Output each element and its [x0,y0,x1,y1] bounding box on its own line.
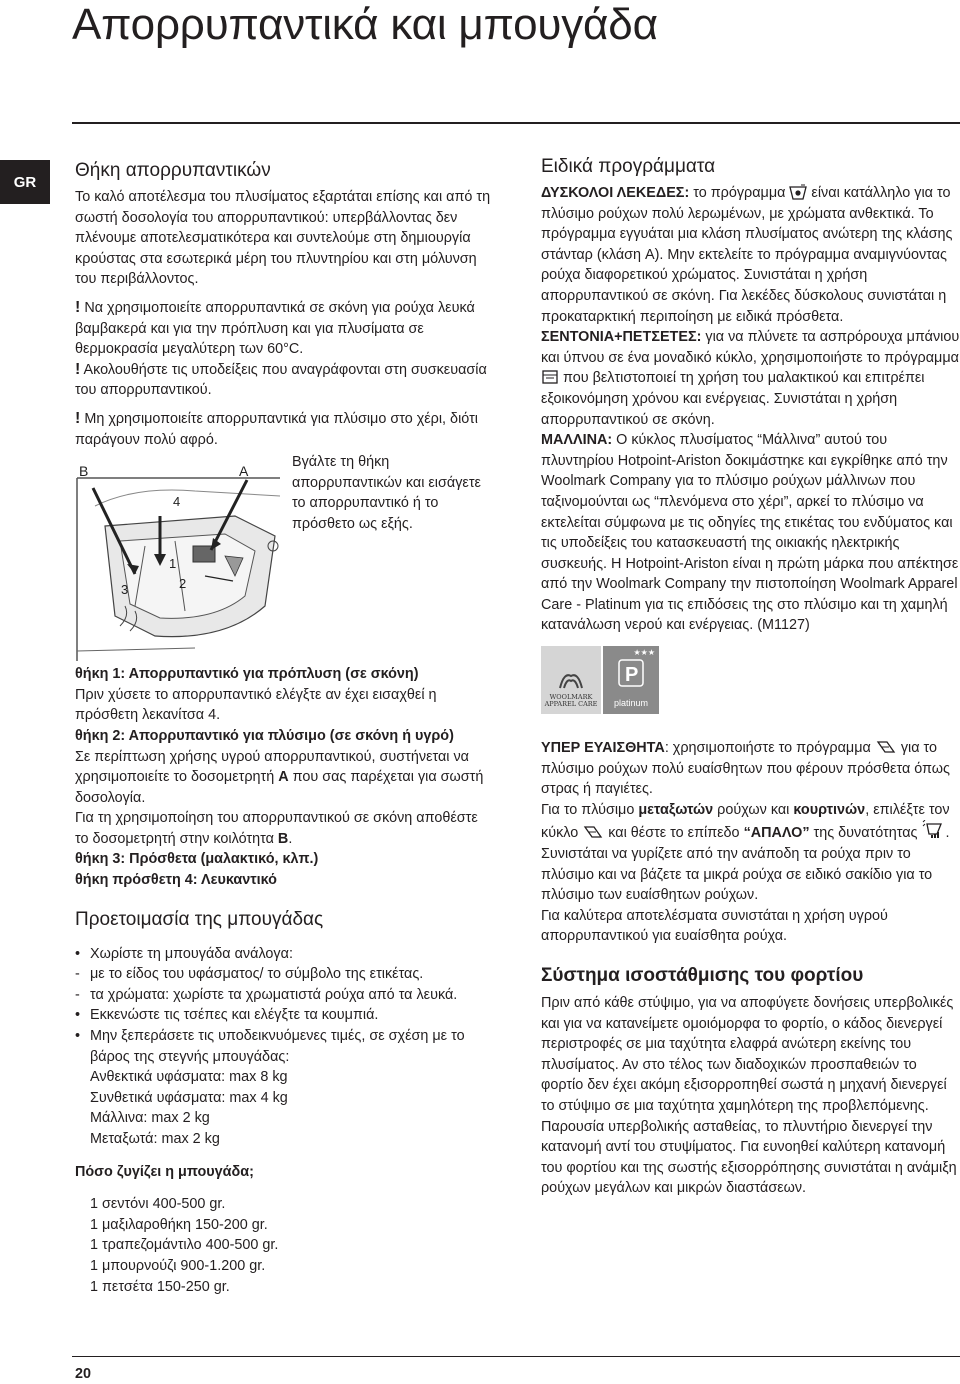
fabric-limit: Μεταξωτά: max 2 kg [90,1131,220,1147]
warning-mark: ! [75,360,81,378]
list-item: • Χωρίστε τη μπουγάδα ανάλογα: [75,945,293,962]
platinum-label: platinum [613,698,649,709]
weight-item: 1 τραπεζομάντιλο 400-500 gr. [90,1237,279,1254]
detergent-drawer-illustration [75,466,285,661]
compartment-1-text: Πριν χύσετε το απορρυπαντικό ελέγξτε αν έχει εισαχθεί η πρόσθετη λεκανίτσα 4. [75,686,437,724]
right-column [541,156,960,1199]
left-column [75,160,495,1297]
label-a: A [239,466,249,480]
footer-rule [72,1356,960,1357]
weight-item: 1 μπουρνούζι 900-1.200 gr. [90,1257,266,1274]
detergent-intro: Το καλό αποτέλεσμα του πλυσίματος εξαρτάται επίσης και από τη σωστή δοσολογία του απορρυπαντικού: υπερβάλλοντας δεν πλένουμε αποτελεσματικότερα και συντελούμε στη δημιουργία κρούστας στα εσωτερικά μέρη του πλυντηρίου και στη μόλυνση του περιβάλλοντος. [75,189,491,288]
label-1: 1 [169,556,177,572]
list-item: • Εκκενώστε τις τσέπες και ελέγξτε τα κουμπιά. [75,1007,379,1024]
list-item: - με το είδος του υφάσματος/ το σύμβολο της ετικέτας. [75,966,424,983]
laundry-prep-heading: Προετοιμασία της μπουγάδας [75,908,324,930]
compartment-4-title: θήκη πρόσθετη 4: Λευκαντικό [75,872,277,889]
woolmark-icon [556,668,586,694]
load-balancing-text: Πριν από κάθε στύψιμο, για να αποφύγετε δονήσεις υπερβολικές και για να κατανείμετε ομοιόμορφα το φορτίο, ο κάδος διενεργεί περιστροφές σε μια ταχύτητα ελαφρά ανώτερη εκείνης του πλυσίματος. Αν στο τέλος των διαδοχικών προσπαθειών το φορτίο δεν έχει ακόμη εξισορροπηθεί σωστά η μηχανή διενεργεί το στύψιμο σε μια ταχύτητα χαμηλότερη της προβλεπόμενης. Παρουσία υπερβολικής ασταθείας, το πλυντήριο διενεργεί την κατανομή αντί του στυψίματος. Για ευνοηθεί καλύτερη κατανομή του φορτίου και της σωστής εξισορρόπησης συνιστάται η ανάμιξη ρούχων μεγάλων και μικρών διαστάσεων. [541,995,957,1197]
compartment-2-title: θήκη 2: Απορρυπαντικό για πλύσιμο (σε σκόνη ή υγρό) [75,727,454,744]
warning-mark: ! [75,298,81,316]
wool-text: ΜΑΛΛΙΝΑ: Ο κύκλος πλυσίματος “Μάλλινα” αυτού του πλυντηρίου Hotpoint-Ariston δοκιμάστηκε και εγκρίθηκε από την Woolmark Company για το πλύσιμο ρούχων μάλλινων που ταξινομούνται ως “πλενόμενα στο χέρι”, αρκεί το πλύσιμο να εκτελείται σύμφωνα με τις οδηγίες της ετικέτας του ενδύματος και τις υποδείξεις του κατασκευαστή της οικιακής ηλεκτρικής συσκευής. Η Hotpoint-Ariston είναι η πρώτη μάρκα που απέκτησε από την Woolmark Company την πιστοποίηση Woolmark Apparel Care - Platinum για τις επιδόσεις της στο πλύσιμο και τη χαμηλή κατανάλωση νερού και ενέργειας. (M1127) [541,432,959,634]
label-3: 3 [121,582,129,598]
compartment-2-text-liquid: Σε περίπτωση χρήσης υγρού απορρυπαντικού, συστήνεται να χρησιμοποιείτε το δοσομετρητή A που σας παρέχεται για σωστή δοσολογία. [75,748,484,806]
label-b: B [79,466,89,480]
page-number: 20 [75,1366,92,1382]
hard-stains-text: ΔΥΣΚΟΛΟΙ ΛΕΚΕΔΕΣ: το πρόγραμμα είναι κατάλληλο για το πλύσιμο ρούχων πολύ λερωμένων, με χρώματα ανθεκτικά. Το πρόγραμμα εγγυάται μια κλάση πλυσίματος ανώτερη της κλάσης στάνταρ (κλάση A). Μην εκτελείτε το πρόγραμμα αναμιγνύοντας ρούχα διαφορετικού χρώματος. Συνιστάται η χρήση απορρυπαντικού σε σκόνη. Για λεκέδες δύσκολους συνιστάται η προκαταρκτική περιποίηση με ειδικά πρόσθετα. [541,185,953,325]
sheets-towels-program-icon [541,369,559,385]
inside-out-text: Συνιστάται να γυρίζετε από την ανάποδη τα ρούχα πριν το πλύσιμο και να βάζετε τα μικρά ρούχα σε ειδικό σακίδιο για το πλύσιμο των ευαίσθητων ρούχων. [541,846,933,904]
delicate-program-icon [875,739,897,755]
fabric-limit: Μάλλινα: max 2 kg [90,1110,210,1127]
detergent-drawer-heading: Θήκη απορρυπαντικών [75,160,271,181]
label-4: 4 [173,494,181,510]
figure-caption: Βγάλτε τη θήκη απορρυπαντικών και εισάγετε το απορρυπαντικό ή το πρόσθετο ως εξής. [292,454,481,532]
load-balancing-heading: Σύστημα ισοστάθμισης του φορτίου [541,965,864,986]
language-tab: GR [0,160,50,204]
weight-item: 1 σεντόνι 400-500 gr. [90,1196,226,1213]
woolmark-platinum-badge [541,646,659,714]
weight-item: 1 μαξιλαροθήκη 150-200 gr. [90,1216,268,1233]
detergent-drawer-figure [75,454,495,664]
warning-powder: ! Να χρησιμοποιείτε απορρυπαντικά σε σκόνη για ρούχα λευκά βαμβακερά και για την πρόπλυση και για πλυσίματα σε θερμοκρασία μεγαλύτερη των 60°C. [75,298,475,358]
warning-mark: ! [75,409,81,427]
compartment-1-title: θήκη 1: Απορρυπαντικό για πρόπλυση (σε σκόνη) [75,666,419,683]
platinum-stars: ★★★ [633,648,655,658]
spin-option-icon [921,820,945,840]
fabric-limit: Ανθεκτικά υφάσματα: max 8 kg [90,1069,288,1086]
label-2: 2 [179,576,187,592]
weight-item: 1 πετσέτα 150-250 gr. [90,1278,230,1295]
list-item: - τα χρώματα: χωρίστε τα χρωματιστά ρούχα από τα λευκά. [75,986,458,1003]
silk-curtains-text: Για το πλύσιμο μεταξωτών ρούχων και κουρτινών, επιλέξτε τον κύκλο και θέστε το επίπεδο “ΑΠΑΛΟ” της δυνατότητας . [541,801,950,842]
weights-heading: Πόσο ζυγίζει η μπουγάδα; [75,1163,254,1180]
fabric-limit: Συνθετικά υφάσματα: max 4 kg [90,1089,288,1106]
delicate-cycle-icon [582,824,604,840]
laundry-prep-list [75,944,495,1068]
compartment-2-text-powder: Για τη χρησιμοποίηση του απορρυπαντικού σε σκόνη αποθέστε το δοσομετρητή στην κοιλότητα B. [75,810,478,847]
sheets-towels-text: ΣΕΝΤΟΝΙΑ+ΠΕΤΣΕΤΕΣ: για να πλύνετε τα ασπρόρουχα μπάνιου και ύπνου σε ένα μοναδικό κύκλο, χρησιμοποιήστε το πρόγραμμα που βελτιστοποιεί τη χρήση του μαλακτικού και επιτρέπει εξοικονόμηση χρόνου και ενέργειας. Συνιστάται η χρήση απορρυπαντικού σε σκόνη. [541,329,960,428]
woolmark-logo: WOOLMARK APPAREL CARE [541,646,601,714]
page-title: Απορρυπαντικά και μπουγάδα [72,0,658,49]
compartment-3-title: θήκη 3: Πρόσθετα (μαλακτικό, κλπ.) [75,851,319,868]
list-item: • Μην ξεπεράσετε τις υποδεικνυόμενες τιμές, σε σχέση με το βάρος της στεγνής μπουγάδας: [75,1028,465,1065]
liquid-detergent-text: Για καλύτερα αποτελέσματα συνιστάται η χρήση υγρού απορρυπαντικού για ευαίσθητα ρούχα. [541,907,888,945]
hard-stains-program-icon [789,184,807,200]
warning-instructions: ! Ακολουθήστε τις υποδείξεις που αναγράφονται στη συσκευασία του απορρυπαντικού. [75,360,487,399]
super-delicate-text: ΥΠΕΡ ΕΥΑΙΣΘΗΤΑ: χρησιμοποιήστε το πρόγραμμα για το πλύσιμο ρούχων πολύ ευαίσθητων που φέρουν πρόσθετα όπως στρας ή παγιέτες. [541,740,950,798]
svg-text:P: P [625,664,639,687]
platinum-logo [603,646,659,714]
warning-handwash: ! Μη χρησιμοποιείτε απορρυπαντικά για πλύσιμο στο χέρι, διότι παράγουν πολύ αφρό. [75,409,478,448]
title-rule [72,122,960,124]
special-programs-heading: Ειδικά προγράμματα [541,156,716,177]
